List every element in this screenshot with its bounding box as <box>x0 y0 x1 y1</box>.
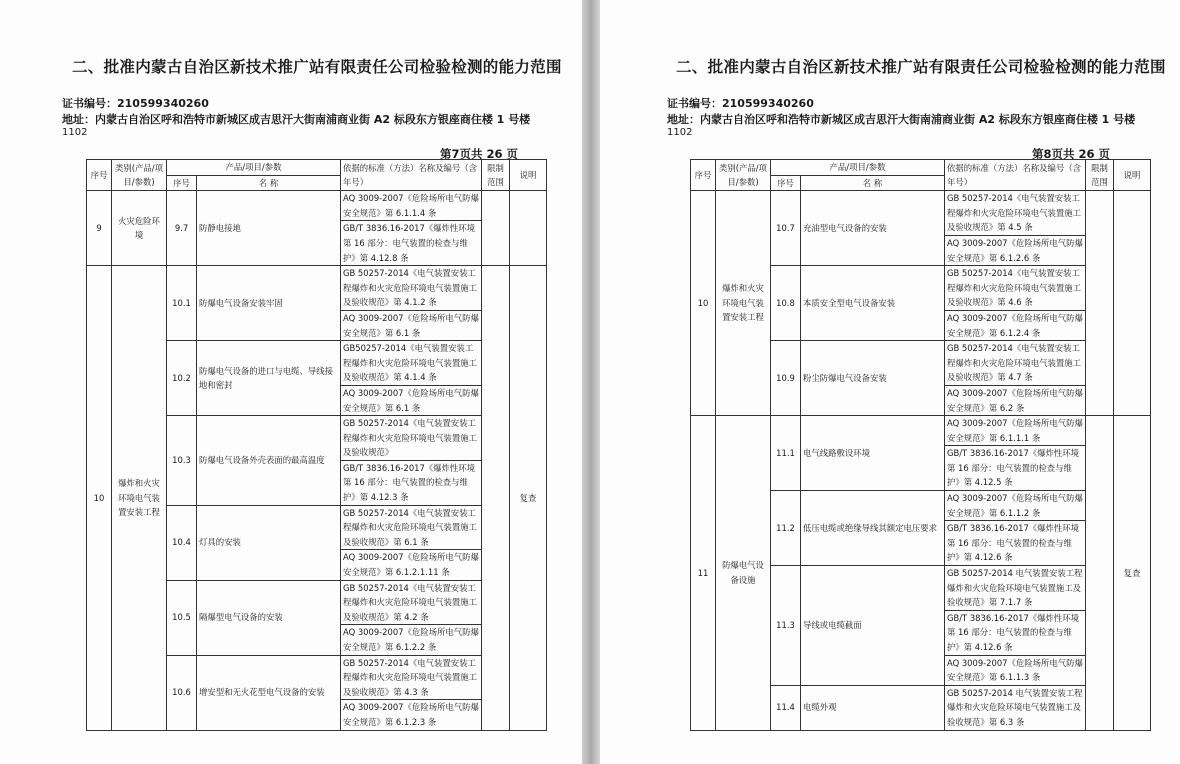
standard-cell: AQ 3009-2007《危险场所电气防爆安全规范》第 6.1.1.2 条 <box>945 491 1086 521</box>
standard-cell: GB 50257-2014《电气装置安装工程爆炸和火灾危险环境电气装置施工及验收规范》第 4.5 条 <box>945 191 1086 236</box>
item-no: 10.3 <box>167 416 197 506</box>
standard-cell: GB/T 3836.16-2017《爆炸性环境第 16 部分：电气装置的检查与维护》第 4.12.6 条 <box>945 521 1086 566</box>
item-no: 10.1 <box>167 266 197 341</box>
item-name: 充油型电气设备的安装 <box>801 191 945 266</box>
table-row <box>87 191 547 221</box>
header-limit: 限制范围 <box>482 160 510 191</box>
standard-cell: GB/T 3836.16-2017《爆炸性环境第 16 部分：电气装置的检查与维护》第 4.12.5 条 <box>945 446 1086 491</box>
header-category: 类别(产品/项目/参数) <box>716 160 771 191</box>
standard-cell: AQ 3009-2007《危险场所电气防爆安全规范》第 6.1.2.1.11 条 <box>341 550 482 580</box>
item-name: 防爆电气设备的进口与电缆、导线接地和密封 <box>197 341 341 416</box>
page-gutter <box>582 0 600 764</box>
standard-cell: GB 50257-2014《电气装置安装工程爆炸和火灾危险环境电气装置施工及验收规范》第 4.7 条 <box>945 341 1086 386</box>
standard-cell: AQ 3009-2007《危险场所电气防爆安全规范》第 6.1.1.3 条 <box>945 655 1086 685</box>
limit-cell <box>482 266 510 730</box>
limit-cell <box>482 191 510 266</box>
standard-cell: AQ 3009-2007《危险场所电气防爆安全规范》第 6.1 条 <box>341 385 482 415</box>
document-page-right <box>600 0 1180 764</box>
item-no: 10.5 <box>167 580 197 655</box>
table-row <box>691 191 1151 236</box>
item-name: 防爆电气设备外壳表面的最高温度 <box>197 416 341 506</box>
item-name: 灯具的安装 <box>197 505 341 580</box>
item-name: 增安型和无火花型电气设备的安装 <box>197 655 341 730</box>
item-name: 导线或电缆截面 <box>801 566 945 686</box>
address-line-1: 地址：内蒙古自治区呼和浩特市新城区成吉思汗大街南浦商业街 A2 标段东方银座商住楼 1 号楼 <box>62 113 531 126</box>
note-cell <box>510 191 547 266</box>
address-line-2: 1102 <box>667 127 693 138</box>
table-row <box>691 416 1151 446</box>
standard-cell: AQ 3009-2007《危险场所电气防爆安全规范》第 6.1.2.3 条 <box>341 700 482 730</box>
group-category: 火灾危险环境 <box>112 191 167 266</box>
header-sub-seq: 序号 <box>771 175 801 191</box>
standard-cell: AQ 3009-2007《危险场所电气防爆安全规范》第 6.1.1.4 条 <box>341 191 482 221</box>
standard-cell: GB 50257-2014《电气装置安装工程爆炸和火灾危险环境电气装置施工及验收规范》第 4.3 条 <box>341 655 482 700</box>
group-seq: 10 <box>691 191 716 416</box>
certificate-number: 证书编号：210599340260 <box>62 97 209 110</box>
item-name: 电气线路敷设环境 <box>801 416 945 491</box>
standard-cell: GB/T 3836.16-2017《爆炸性环境第 16 部分：电气装置的检查与维护》第 4.12.3 条 <box>341 460 482 505</box>
standard-cell: GB/T 3836.16-2017《爆炸性环境第 16 部分：电气装置的检查与维护》第 4.12.8 条 <box>341 221 482 266</box>
group-category: 防爆电气设备设施 <box>716 416 771 730</box>
standard-cell: AQ 3009-2007《危险场所电气防爆安全规范》第 6.1 条 <box>341 310 482 340</box>
header-name: 名 称 <box>197 175 341 191</box>
item-no: 11.3 <box>771 566 801 686</box>
capability-table <box>690 159 1151 731</box>
header-note: 说明 <box>1114 160 1151 191</box>
item-name: 电缆外观 <box>801 685 945 730</box>
item-no: 10.4 <box>167 505 197 580</box>
standard-cell: GB/T 3836.16-2017《爆炸性环境第 16 部分：电气装置的检查与维护》第 4.12.6 条 <box>945 610 1086 655</box>
group-category: 爆炸和火灾环境电气装置安装工程 <box>716 191 771 416</box>
address-line-1: 地址：内蒙古自治区呼和浩特市新城区成吉思汗大街南浦商业街 A2 标段东方银座商住楼 1 号楼 <box>667 113 1136 126</box>
item-no: 10.2 <box>167 341 197 416</box>
header-seq: 序号 <box>691 160 716 191</box>
item-no: 11.4 <box>771 685 801 730</box>
address-line-2: 1102 <box>62 127 88 138</box>
note-cell <box>1114 191 1151 416</box>
item-no: 10.8 <box>771 266 801 341</box>
standard-cell: GB 50257-2014《电气装置安装工程爆炸和火灾危险环境电气装置施工及验收规范》第 6.1 条 <box>341 505 482 550</box>
item-no: 10.7 <box>771 191 801 266</box>
item-name: 低压电缆或绝缘导线其额定电压要求 <box>801 491 945 566</box>
header-standard: 依据的标准（方法）名称及编号（含年号） <box>341 160 482 191</box>
header-note: 说明 <box>510 160 547 191</box>
group-category: 爆炸和火灾环境电气装置安装工程 <box>112 266 167 730</box>
item-name: 防静电接地 <box>197 191 341 266</box>
header-sub-seq: 序号 <box>167 175 197 191</box>
standard-cell: GB 50257-2014《电气装置安装工程爆炸和火灾危险环境电气装置施工及验收规范》 <box>341 416 482 461</box>
page-number: 第8页共 26 页 <box>1032 147 1111 161</box>
standard-cell: GB 50257-2014 电气装置安装工程爆炸和火灾危险环境电气装置施工及验收规范》第 7.1.7 条 <box>945 566 1086 611</box>
standard-cell: AQ 3009-2007《危险场所电气防爆安全规范》第 6.1.2.4 条 <box>945 310 1086 340</box>
page-title: 二、批准内蒙古自治区新技术推广站有限责任公司检验检测的能力范围 <box>676 58 1166 76</box>
header-standard: 依据的标准（方法）名称及编号（含年号） <box>945 160 1086 191</box>
item-no: 10.9 <box>771 341 801 416</box>
standard-cell: AQ 3009-2007《危险场所电气防爆安全规范》第 6.2 条 <box>945 385 1086 415</box>
table-header-row <box>87 160 547 176</box>
standard-cell: AQ 3009-2007《危险场所电气防爆安全规范》第 6.1.2.2 条 <box>341 625 482 655</box>
item-name: 隔爆型电气设备的安装 <box>197 580 341 655</box>
document-page-left <box>0 0 582 764</box>
standard-cell: GB 50257-2014《电气装置安装工程爆炸和火灾危险环境电气装置施工及验收规范》第 4.2 条 <box>341 580 482 625</box>
group-seq: 11 <box>691 416 716 730</box>
group-seq: 9 <box>87 191 112 266</box>
limit-cell <box>1086 191 1114 416</box>
table-header-row <box>691 160 1151 176</box>
standard-cell: GB 50257-2014《电气装置安装工程爆炸和火灾危险环境电气装置施工及验收规范》第 4.6 条 <box>945 266 1086 311</box>
standard-cell: GB 50257-2014 电气装置安装工程爆炸和火灾危险环境电气装置施工及验收规范》第 6.3 条 <box>945 685 1086 730</box>
item-name: 本质安全型电气设备安装 <box>801 266 945 341</box>
item-no: 9.7 <box>167 191 197 266</box>
header-limit: 限制范围 <box>1086 160 1114 191</box>
capability-table <box>86 159 547 731</box>
standard-cell: GB 50257-2014《电气装置安装工程爆炸和火灾危险环境电气装置施工及验收规范》第 4.1.2 条 <box>341 266 482 311</box>
table-row <box>87 266 547 311</box>
group-seq: 10 <box>87 266 112 730</box>
header-product-project: 产品/项目/参数 <box>167 160 341 176</box>
header-name: 名 称 <box>801 175 945 191</box>
item-no: 11.1 <box>771 416 801 491</box>
limit-cell <box>1086 416 1114 730</box>
page-title: 二、批准内蒙古自治区新技术推广站有限责任公司检验检测的能力范围 <box>72 58 562 76</box>
note-cell: 复查 <box>1114 416 1151 730</box>
header-seq: 序号 <box>87 160 112 191</box>
item-no: 10.6 <box>167 655 197 730</box>
header-product-project: 产品/项目/参数 <box>771 160 945 176</box>
standard-cell: AQ 3009-2007《危险场所电气防爆安全规范》第 6.1.2.6 条 <box>945 235 1086 265</box>
item-name: 粉尘防爆电气设备安装 <box>801 341 945 416</box>
note-cell: 复查 <box>510 266 547 730</box>
standard-cell: GB50257-2014《电气装置安装工程爆炸和火灾危险环境电气装置施工及验收规范》第 4.1.4 条 <box>341 341 482 386</box>
certificate-number: 证书编号：210599340260 <box>667 97 814 110</box>
item-name: 防爆电气设备安装牢固 <box>197 266 341 341</box>
item-no: 11.2 <box>771 491 801 566</box>
standard-cell: AQ 3009-2007《危险场所电气防爆安全规范》第 6.1.1.1 条 <box>945 416 1086 446</box>
header-category: 类别(产品/项目/参数) <box>112 160 167 191</box>
page-number: 第7页共 26 页 <box>440 147 519 161</box>
